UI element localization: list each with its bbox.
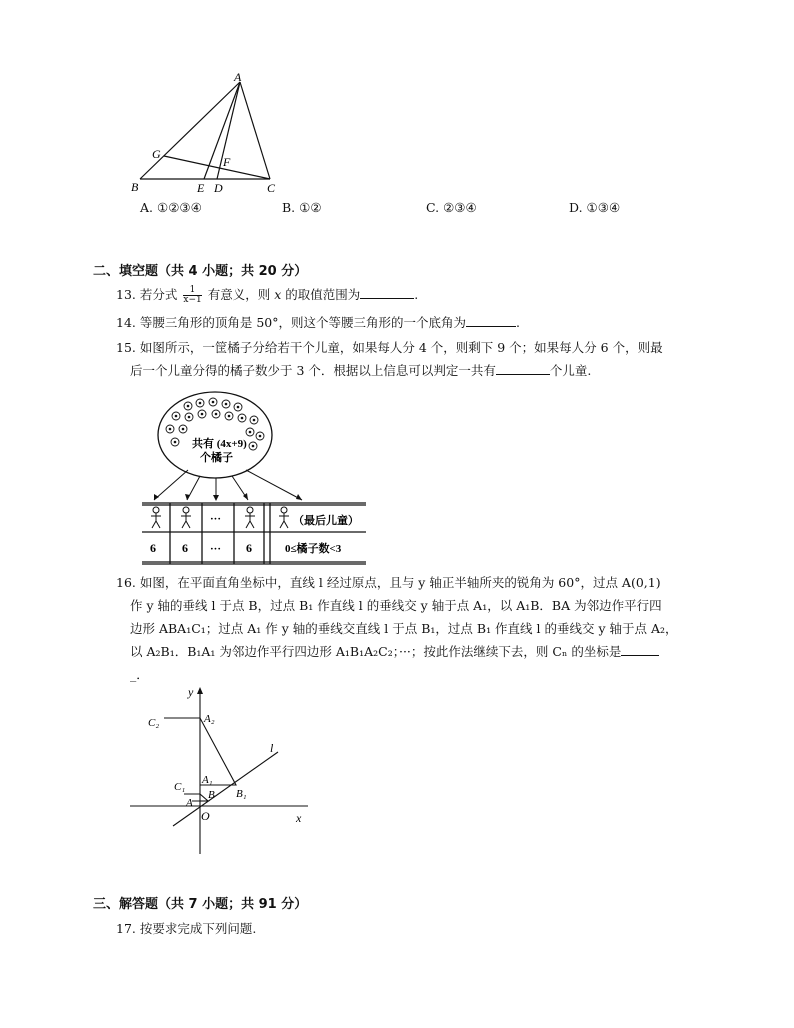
question-16-line-4: 以 A₂B₁．B₁A₁ 为邻边作平行四边形 A₁B₁A₂C₂；···；按此作法继续下去，则 Cₙ 的坐标是 [130, 643, 659, 661]
option-d[interactable]: D. ①③④ [569, 200, 621, 215]
label-l: l [270, 741, 274, 755]
label-y: y [188, 685, 194, 699]
label-o: O [201, 809, 210, 823]
cell-3: ··· [210, 543, 222, 555]
line-l [173, 752, 278, 826]
section-2-title: 二、填空题（共 4 小题；共 20 分） [93, 264, 308, 279]
cell-4: 6 [246, 541, 252, 555]
answer-blank-16[interactable] [621, 643, 659, 656]
question-16-line-5: _． [130, 667, 149, 682]
label-d: D [214, 181, 223, 195]
y-arrow-icon [197, 687, 203, 694]
question-13: 13. 若分式 $\frac{1}{x-1}$ 有意义，则 x 的取值范围为 . [116, 285, 419, 305]
label-a2: A₂ [204, 713, 215, 725]
label-b1: B₁ [236, 788, 247, 800]
label-a1: A₁ [202, 774, 213, 786]
cell-1: 6 [150, 541, 156, 555]
label-a0: A [186, 797, 193, 809]
label-a: A [234, 70, 242, 84]
question-14: 14. 等腰三角形的顶角是 50°，则这个等腰三角形的一个底角为 . [116, 315, 520, 330]
coordinate-figure [128, 684, 318, 862]
section-3-title: 三、解答题（共 7 小题；共 91 分） [93, 897, 308, 912]
label-b0: B [208, 789, 215, 801]
question-15-line-2: 后一个儿童分得的橘子数少于 3 个．根据以上信息可以判定一共有 个儿童. [130, 363, 592, 378]
cell-2: 6 [182, 541, 188, 555]
bubble-text-1: 共有 (4x+9) [192, 438, 247, 450]
question-15-line-1: 15. 如图所示，一筐橘子分给若干个儿童，如果每人分 4 个，则剩下 9 个；如果每人分 6 个，则最 [116, 340, 663, 355]
bubble-text-2: 个橘子 [200, 452, 233, 464]
cell-5: 0≤橘子数<3 [285, 543, 342, 555]
arrowheads [154, 493, 302, 501]
label-x: x [296, 811, 302, 825]
triangle-figure [120, 70, 290, 200]
fraction: $\frac{1}{x-1}$ [183, 285, 202, 305]
last-child-label: （最后儿童） [293, 515, 359, 527]
label-c2: C₂ [148, 717, 160, 729]
option-a[interactable]: A. ①②③④ [140, 200, 202, 215]
question-16-line-2: 作 y 轴的垂线 l 于点 B，过点 B₁ 作直线 l 的垂线交 y 轴于点 A₁，以 A₁B．BA 为邻边作平行四 [130, 598, 662, 613]
answer-blank-13[interactable] [360, 286, 414, 299]
label-e: E [197, 181, 205, 195]
label-c1: C₁ [174, 781, 186, 793]
dots-top: ··· [210, 513, 222, 525]
segment-gc [164, 156, 270, 179]
question-16-line-3: 边形 ABA₁C₁；过点 A₁ 作 y 轴的垂线交直线 l 于点 B₁，过点 B₁ 作直线 l 的垂线交 y 轴于点 A₂， [130, 621, 678, 636]
oranges-figure [140, 390, 368, 566]
answer-blank-15[interactable] [496, 362, 550, 375]
label-f: F [223, 155, 231, 169]
label-c: C [267, 181, 276, 195]
option-c[interactable]: C. ②③④ [426, 200, 477, 215]
option-b[interactable]: B. ①② [282, 200, 322, 215]
segment-ae [204, 82, 240, 179]
label-g: G [152, 147, 161, 161]
question-16-line-1: 16. 如图，在平面直角坐标中，直线 l 经过原点，且与 y 轴正半轴所夹的锐角为 60°，过点 A(0,1) [116, 575, 661, 590]
question-17: 17. 按要求完成下列问题. [116, 921, 257, 936]
label-b: B [131, 180, 139, 194]
segment-ac [240, 82, 270, 179]
answer-blank-14[interactable] [466, 314, 516, 327]
